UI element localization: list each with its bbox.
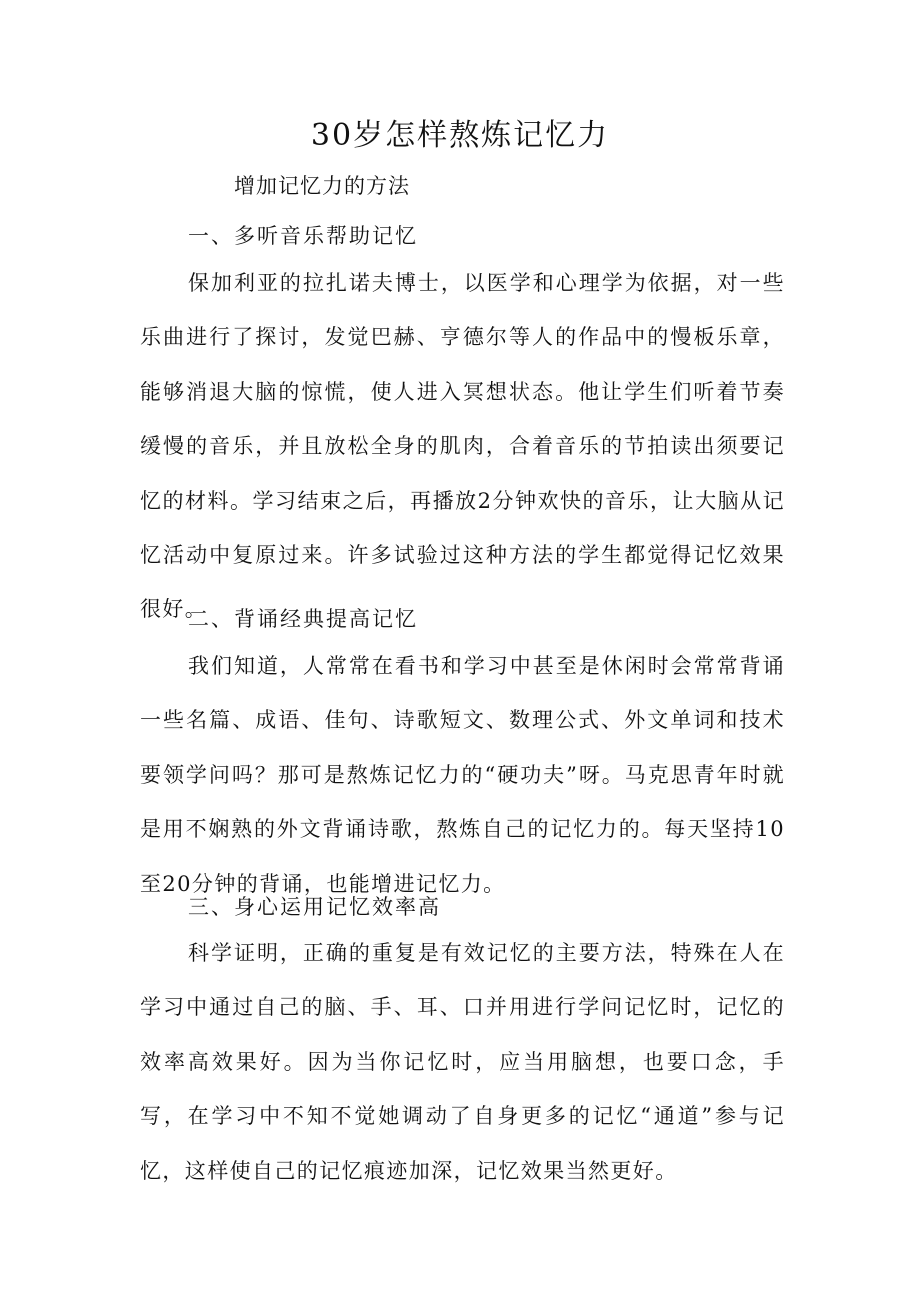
section-heading-recite: 二、背诵经典提高记忆 bbox=[188, 607, 418, 631]
section-heading-body-mind: 三、身心运用记忆效率高 bbox=[188, 895, 441, 919]
section-paragraph-recite: 我们知道，人常常在看书和学习中甚至是休闲时会常常背诵一些名篇、成语、佳句、诗歌短文、数理公式、外文单词和技术要领学问吗？那可是熬炼记忆力的“硬功夫”呀。马克思青年时就是用不娴熟的外文背诵诗歌，熬炼自己的记忆力的。每天坚持10至20分钟的背诵，也能增进记忆力。 bbox=[140, 654, 785, 896]
section-paragraph-body-mind: 科学证明，正确的重复是有效记忆的主要方法，特殊在人在学习中通过自己的脑、手、耳、口并用进行学问记忆时，记忆的效率高效果好。因为当你记忆时，应当用脑想，也要口念，手写，在学习中不知不觉她调动了自身更多的记忆“通道”参与记忆，这样使自己的记忆痕迹加深，记忆效果当然更好。 bbox=[140, 941, 785, 1183]
document-subtitle: 增加记忆力的方法 bbox=[234, 174, 410, 198]
section-paragraph-music: 保加利亚的拉扎诺夫博士，以医学和心理学为依据，对一些乐曲进行了探讨，发觉巴赫、亨德尔等人的作品中的慢板乐章，能够消退大脑的惊慌，使人进入冥想状态。他让学生们听着节奏缓慢的音乐，并且放松全身的肌肉，合着音乐的节拍读出须要记忆的材料。学习结束之后，再播放2分钟欢快的音乐，让大脑从记忆活动中复原过来。许多试验过这种方法的学生都觉得记忆效果很好。 bbox=[140, 271, 785, 622]
section-heading-music: 一、多听音乐帮助记忆 bbox=[188, 224, 418, 248]
page-title: 30岁怎样熬炼记忆力 bbox=[310, 118, 610, 153]
